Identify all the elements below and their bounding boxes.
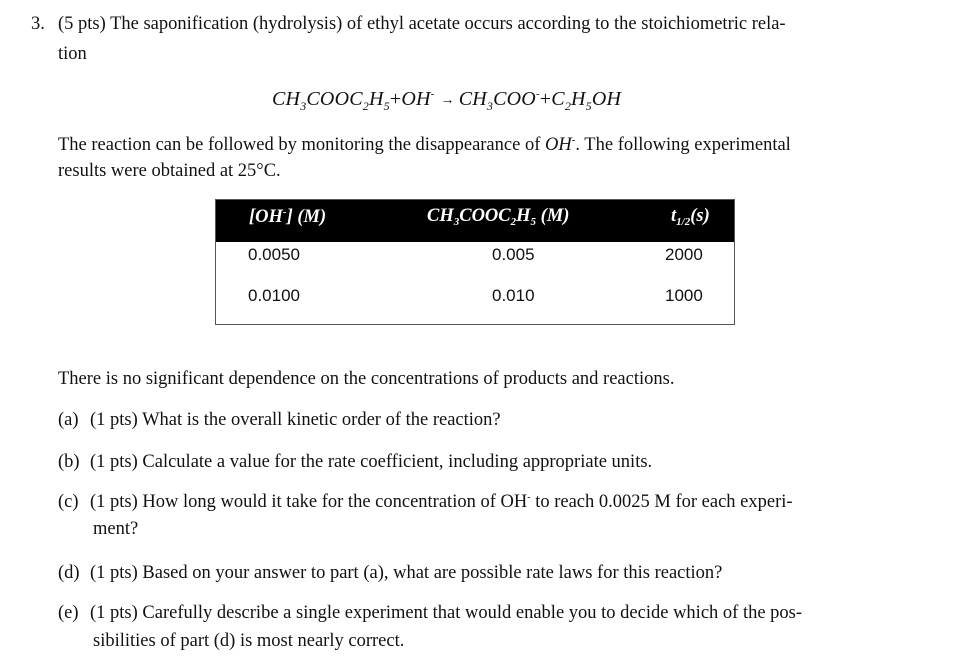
problem-statement-line1: (5 pts) The saponification (hydrolysis) of ethyl acetate occurs according to the stoichiometric rela-: [58, 14, 786, 34]
intro-line1: The reaction can be followed by monitoring the disappearance of OH-. The following experimental: [58, 134, 791, 155]
table-cell-half-life: 2000: [665, 245, 703, 264]
note-text: There is no significant dependence on the concentrations of products and reactions.: [58, 369, 675, 389]
question-e: (e) (1 pts) Carefully describe a single experiment that would enable you to decide which of the pos-: [58, 603, 803, 623]
header-half-life: $t_{1/2}(s)$: [671, 206, 710, 228]
table-cell-half-life: 1000: [665, 286, 703, 305]
intro-line2: results were obtained at 25°C.: [58, 161, 281, 181]
table-cell-ester: 0.005: [492, 245, 535, 264]
reaction-equation: $CH_3COOC_2H_5+OH^- \to CH_3COO^-+C_2H_5OH$: [272, 88, 622, 113]
problem-statement-line2: tion: [58, 44, 87, 64]
question-b: (b) (1 pts) Calculate a value for the rate coefficient, including appropriate units.: [58, 452, 653, 472]
table-cell-oh: 0.0100: [248, 286, 300, 305]
question-c-continuation: ment?: [93, 519, 139, 539]
question-c: (c) (1 pts) How long would it take for the concentration of OH- to reach 0.0025 M for each experi-: [58, 492, 793, 512]
experiment-table: [215, 199, 735, 325]
table-cell-oh: 0.0050: [248, 245, 300, 264]
table-cell-ester: 0.010: [492, 286, 535, 305]
question-a: (a) (1 pts) What is the overall kinetic order of the reaction?: [58, 410, 501, 430]
question-label: (d): [58, 563, 80, 583]
question-d: (d) (1 pts) Based on your answer to part (a), what are possible rate laws for this reaction?: [58, 563, 723, 583]
question-label: (c): [58, 492, 79, 512]
header-oh-concentration: [OH-] (M): [249, 206, 327, 227]
question-label: (b): [58, 452, 80, 472]
reaction-arrow: →: [440, 93, 455, 108]
table-header-row: [216, 200, 734, 242]
question-label: (e): [58, 603, 79, 623]
header-ester-concentration: $CH_3COOC_2H_5$ (M): [427, 206, 570, 228]
problem-number: 3.: [31, 14, 45, 34]
question-label: (a): [58, 410, 79, 430]
question-e-continuation: sibilities of part (d) is most nearly correct.: [93, 631, 405, 651]
